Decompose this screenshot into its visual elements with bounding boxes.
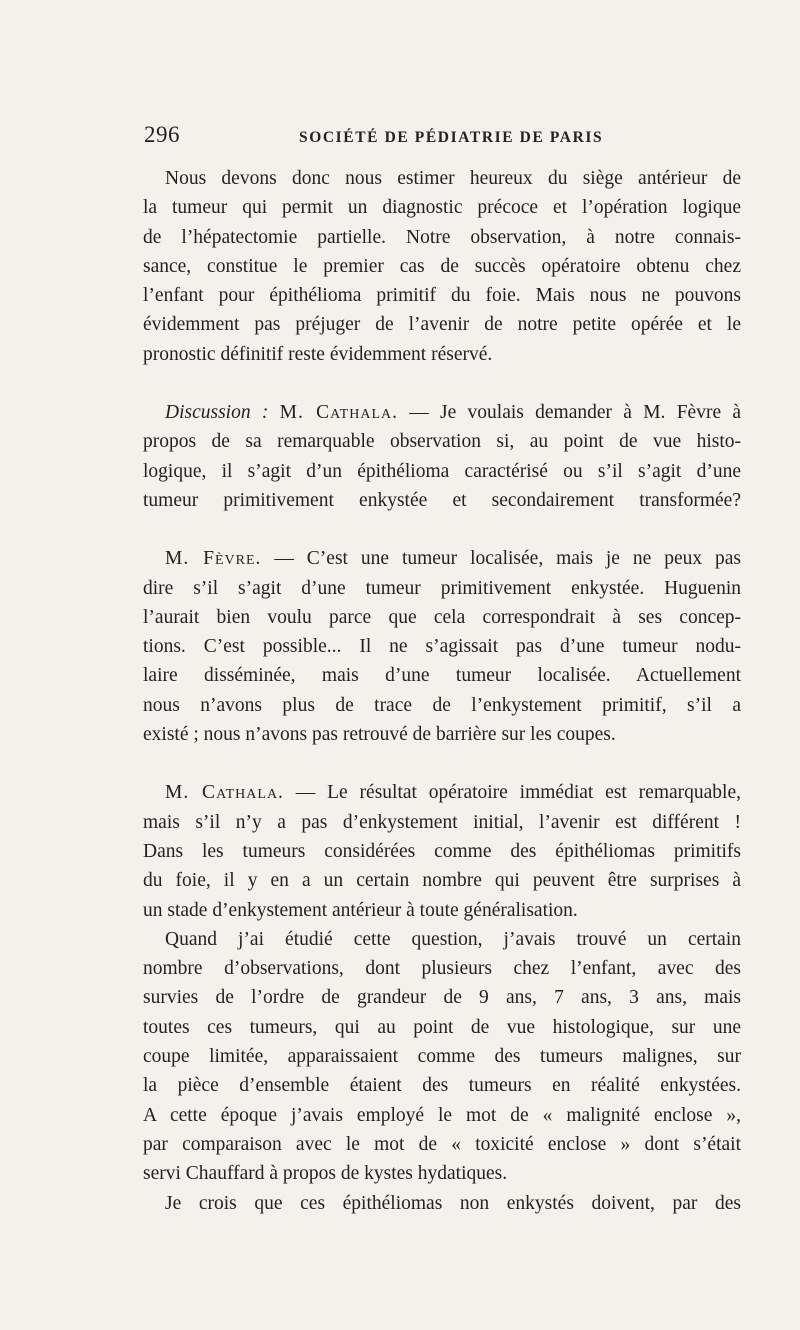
- paragraph: [143, 1189, 741, 1218]
- text-line: nombre d’observations, dont plusieurs chez l’enfant, avec des: [143, 958, 741, 980]
- text-line: par comparaison avec le mot de « toxicité enclose » dont s’était: [143, 1133, 741, 1155]
- text-line: nous n’avons plus de trace de l’enkystement primitif, s’il a: [143, 694, 741, 716]
- text-line: A cette époque j’avais employé le mot de « malignité enclose »,: [143, 1104, 741, 1126]
- text-line: Nous devons donc nous estimer heureux du siège antérieur de: [165, 168, 741, 189]
- text-line: pronostic définitif reste évidemment réservé.: [143, 343, 493, 365]
- text-line: la pièce d’ensemble étaient des tumeurs en réalité enkystées.: [143, 1075, 741, 1097]
- paragraph-spacer: [143, 515, 741, 544]
- text-line: mais s’il n’y a pas d’enkystement initial, l’avenir est différent !: [143, 811, 741, 833]
- body-text: [143, 164, 741, 1218]
- paragraph: [143, 164, 741, 369]
- paragraph: [143, 925, 741, 1189]
- text-line: tumeur primitivement enkystée et secondairement transformée?: [143, 489, 741, 511]
- text-line: servi Chauffard à propos de kystes hydatiques.: [143, 1163, 508, 1185]
- text-line: l’aurait bien voulu parce que cela correspondrait à ses concep-: [143, 606, 741, 628]
- paragraph: [143, 544, 741, 749]
- paragraph-spacer: [143, 749, 741, 778]
- speaker-name: M. Cathala.: [279, 402, 398, 424]
- text-line: survies de l’ordre de grandeur de 9 ans, 7 ans, 3 ans, mais: [143, 987, 741, 1009]
- paragraph: [143, 398, 741, 515]
- page-header: [144, 122, 740, 152]
- discussion-label: Discussion :: [165, 402, 269, 424]
- line-rest: — Le résultat opératoire immédiat est remarquable,: [295, 782, 741, 804]
- text-line: Quand j’ai étudié cette question, j’avais trouvé un certain: [165, 928, 741, 950]
- running-title: SOCIÉTÉ DE PÉDIATRIE DE PARIS: [299, 129, 604, 146]
- line-rest: — C’est une tumeur localisée, mais je ne peux pas: [274, 548, 741, 570]
- text-line: sance, constitue le premier cas de succès opératoire obtenu chez: [143, 255, 741, 277]
- text-line: la tumeur qui permit un diagnostic précoce et l’opération logique: [143, 197, 741, 219]
- text-line: [143, 778, 741, 807]
- text-line: tions. C’est possible... Il ne s’agissait pas d’une tumeur nodu-: [143, 636, 741, 658]
- text-line: évidemment pas préjuger de l’avenir de notre petite opérée et le: [143, 314, 741, 336]
- text-line: dire s’il s’agit d’une tumeur primitivement enkystée. Huguenin: [143, 577, 741, 599]
- page-number: 296: [144, 122, 180, 147]
- text-line: toutes ces tumeurs, qui au point de vue histologique, sur une: [143, 1016, 741, 1038]
- text-line: existé ; nous n’avons pas retrouvé de barrière sur les coupes.: [143, 724, 616, 746]
- text-line: Je crois que ces épithéliomas non enkystés doivent, par des: [165, 1192, 741, 1214]
- text-line: [143, 544, 741, 573]
- speaker-name: M. Fèvre.: [165, 548, 262, 570]
- text-line: propos de sa remarquable observation si, au point de vue histo-: [143, 431, 741, 453]
- text-line: logique, il s’agit d’un épithélioma caractérisé ou s’il s’agit d’une: [143, 460, 741, 482]
- text-line: coupe limitée, apparaissaient comme des tumeurs malignes, sur: [143, 1046, 741, 1068]
- text-line: laire disséminée, mais d’une tumeur localisée. Actuellement: [143, 665, 741, 687]
- text-line: [143, 398, 741, 427]
- text-line: du foie, il y en a un certain nombre qui peuvent être surprises à: [143, 870, 741, 892]
- line-rest: — Je voulais demander à M. Fèvre à: [409, 402, 741, 424]
- text-line: Dans les tumeurs considérées comme des épithéliomas primitifs: [143, 840, 741, 862]
- text-line: de l’hépatectomie partielle. Notre observation, à notre connais-: [143, 226, 741, 248]
- text-line: un stade d’enkystement antérieur à toute généralisation.: [143, 899, 578, 921]
- speaker-name: M. Cathala.: [165, 782, 284, 804]
- text-line: l’enfant pour épithélioma primitif du foie. Mais nous ne pouvons: [143, 285, 741, 307]
- paragraph-spacer: [143, 369, 741, 398]
- paragraph: [143, 778, 741, 924]
